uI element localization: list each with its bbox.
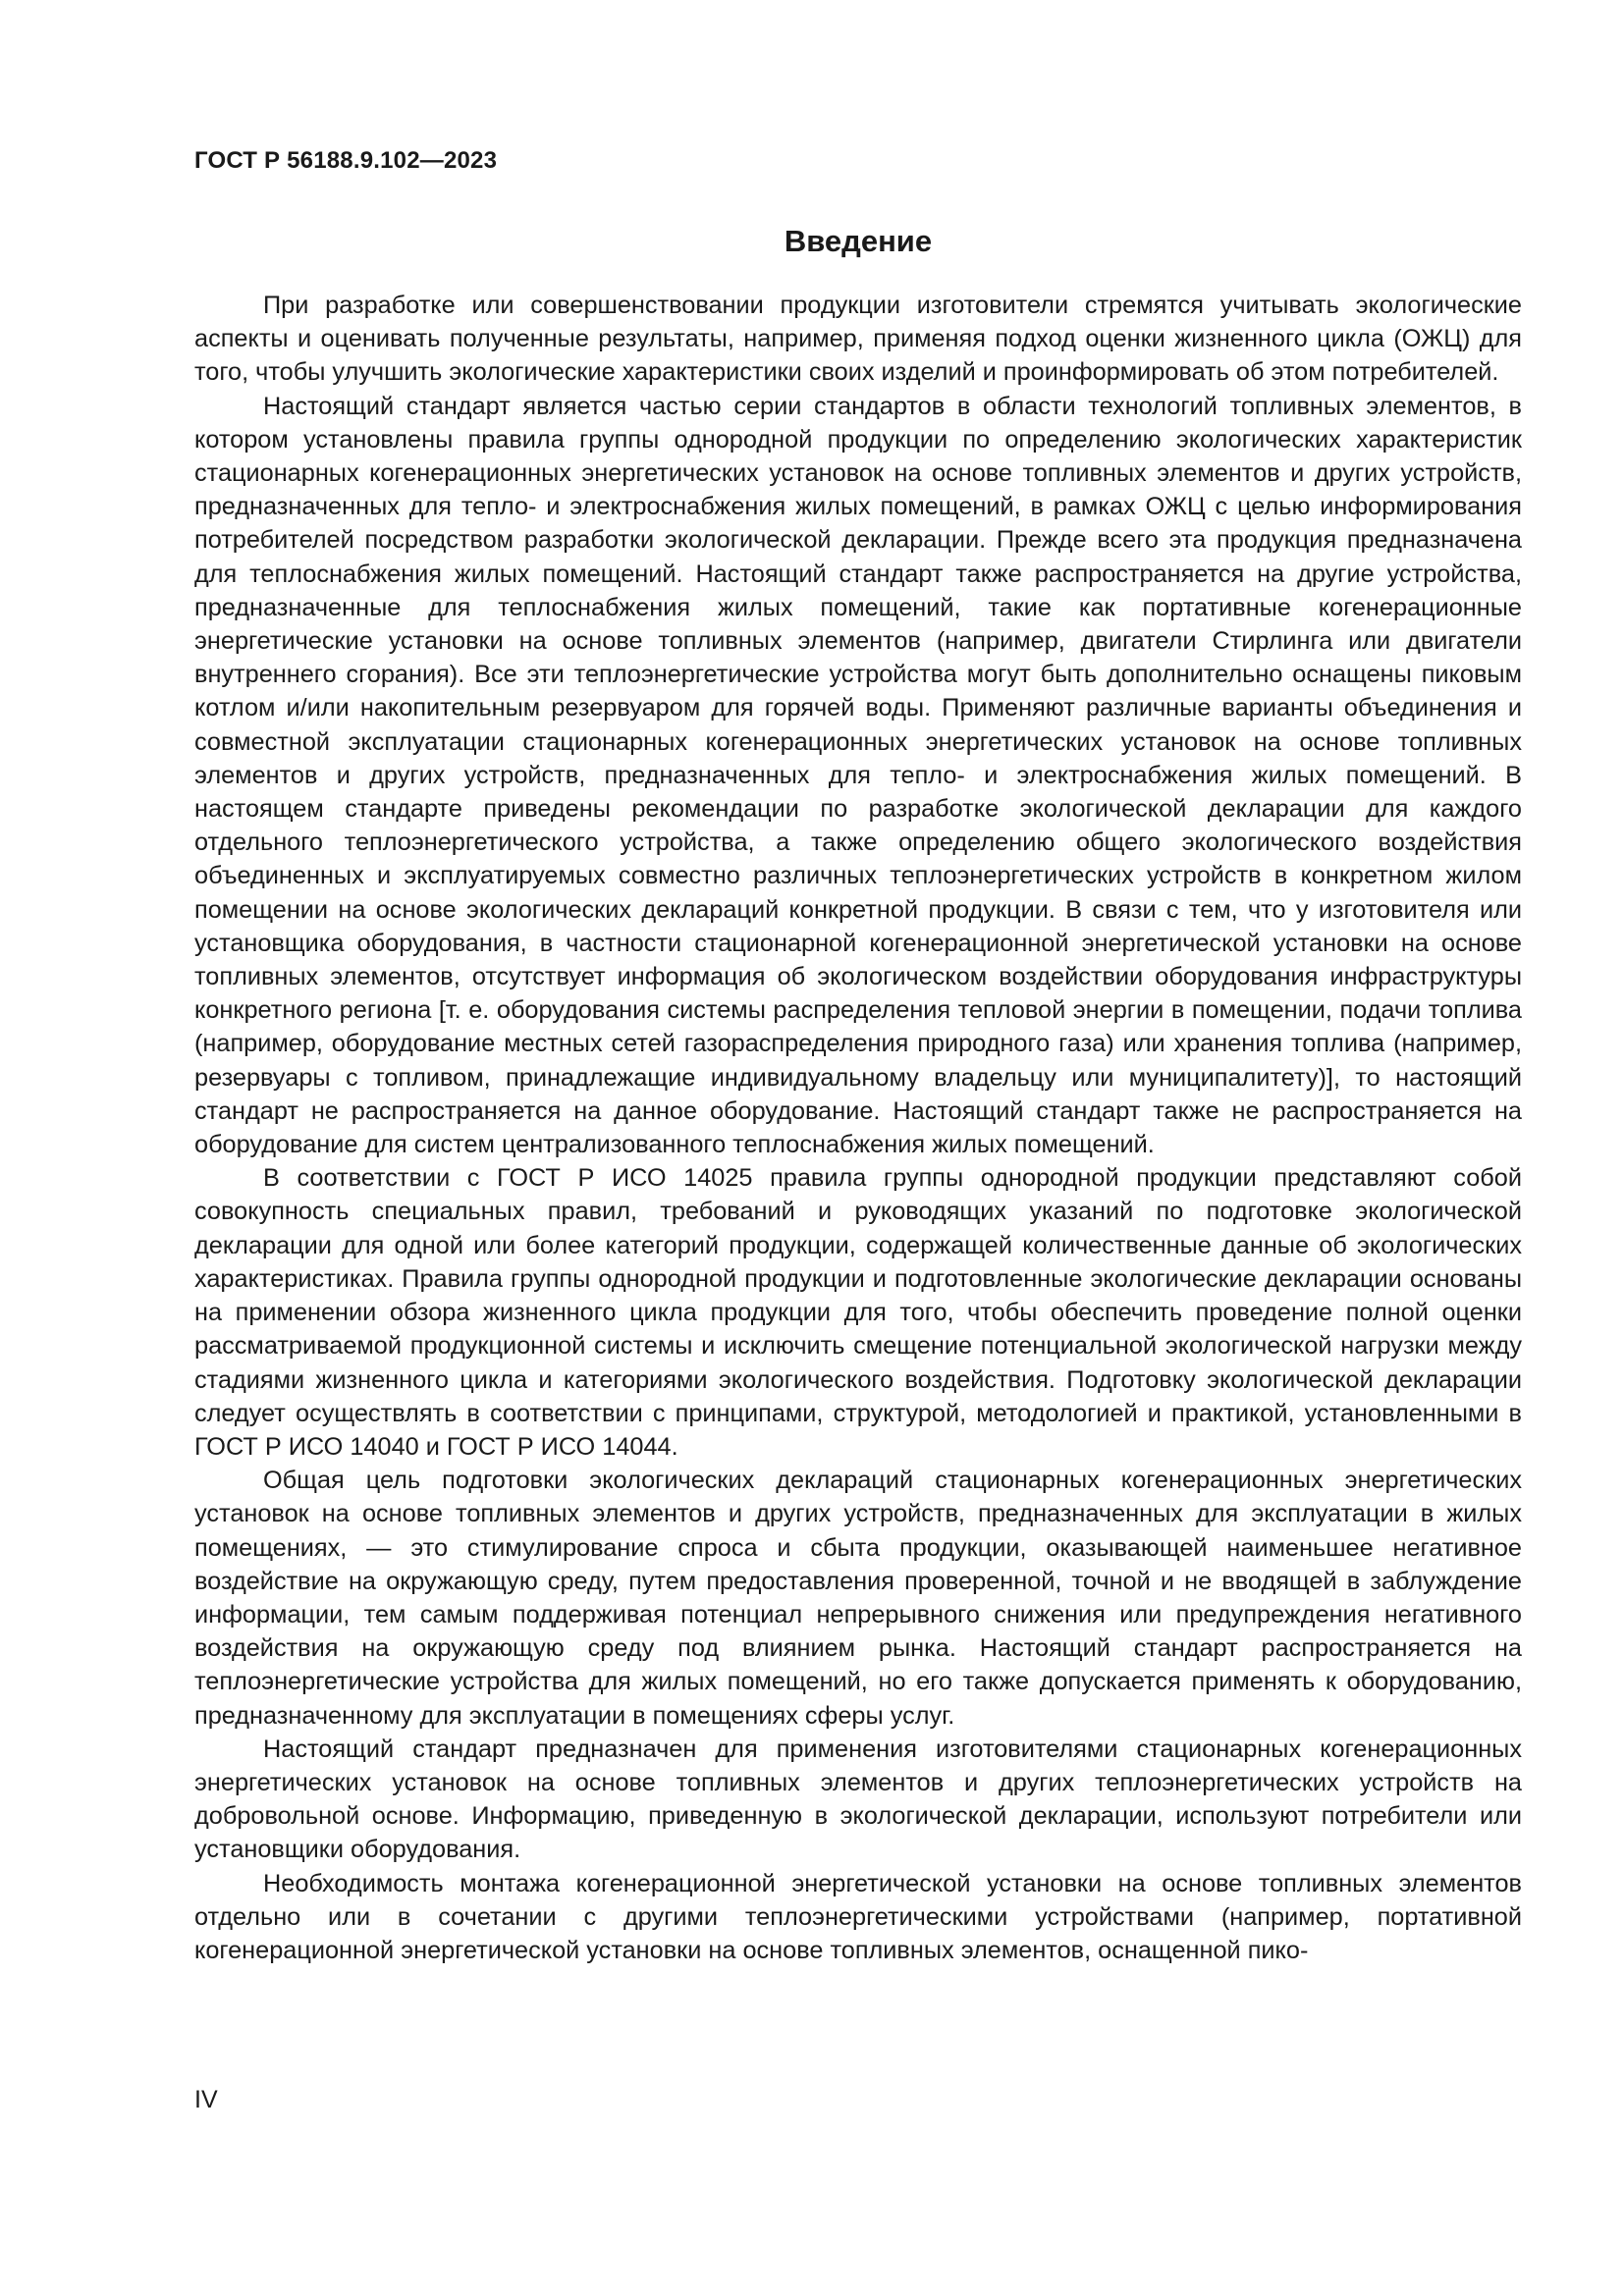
paragraph: Настоящий стандарт является частью серии стандартов в области технологий топливных элементов, в котором установлены правила группы однородной продукции по определению экологических характеристик стационарных когенерационных энергетических установок на основе топливных элементов и других устройств, предназначенных для тепло- и электроснабжения жилых помещений, в рамках ОЖЦ с целью информирования потребителей посредством разработки экологической декларации. Прежде всего эта продукция предназначена для теплоснабжения жилых помещений. Настоящий стандарт также распространяется на другие устройства, предназначенные для теплоснабжения жилых помещений, такие как портативные когенерационные энергетические установки на основе топливных элементов (например, двигатели Стирлинга или двигатели внутреннего сгорания). Все эти теплоэнергетические устройства могут быть дополнительно оснащены пиковым котлом и/или накопительным резервуаром для горячей воды. Применяют различные варианты объединения и совместной эксплуатации стационарных когенерационных энергетических установок на основе топливных элементов и других устройств, предназначенных для тепло- и электроснабжения жилых помещений. В настоящем стандарте приведены рекомендации по разработке экологической декларации для каждого отдельного теплоэнергетического устройства, а также определению общего экологического воздействия объединенных и эксплуатируемых совместно различных теплоэнергетических устройств в конкретном жилом помещении на основе экологических деклараций конкретной продукции. В связи с тем, что у изготовителя или установщика оборудования, в частности стационарной когенерационной энергетической установки на основе топливных элементов, отсутствует информация об экологическом воздействии оборудования инфраструктуры конкретного региона [т. е. оборудования системы распределения тепловой энергии в помещении, подачи топлива (например, оборудование местных сетей газораспределения природного газа) или хранения топлива (например, резервуары с топливом, принадлежащие индивидуальному владельцу или муниципалитету)], то настоящий стандарт не распространяется на данное оборудование. Настоящий стандарт также не распространяется на оборудование для систем централизованного теплоснабжения жилых помещений.	[194, 392, 1522, 1159]
paragraph: Настоящий стандарт предназначен для применения изготовителями стационарных когенерационных энергетических установок на основе топливных элементов и других теплоэнергетических устройств на добровольной основе. Информацию, приведенную в экологической декларации, используют потребители или установщики оборудования.	[194, 1735, 1522, 1864]
page-number: IV	[194, 2086, 218, 2113]
body-text	[194, 289, 1522, 1967]
section-title: Введение	[784, 224, 933, 258]
paragraph: При разработке или совершенствовании продукции изготовители стремятся учитывать экологические аспекты и оценивать полученные результаты, например, применяя подход оценки жизненного цикла (ОЖЦ) для того, чтобы улучшить экологические характеристики своих изделий и проинформировать об этом потребителей.	[194, 292, 1522, 387]
paragraph: Необходимость монтажа когенерационной энергетической установки на основе топливных элементов отдельно или в сочетании с другими теплоэнергетическими устройствами (например, портативной когенерационной энергетической установки на основе топливных элементов, оснащенной пико-	[194, 1869, 1522, 1964]
paragraph: Общая цель подготовки экологических деклараций стационарных когенерационных энергетических установок на основе топливных элементов и других устройств, предназначенных для эксплуатации в жилых помещениях, — это стимулирование спроса и сбыта продукции, оказывающей наименьшее негативное воздействие на окружающую среду, путем предоставления проверенной, точной и не вводящей в заблуждение информации, тем самым поддерживая потенциал непрерывного снижения или предупреждения негативного воздействия на окружающую среду под влиянием рынка. Настоящий стандарт распространяется на теплоэнергетические устройства для жилых помещений, но его также допускается применять к оборудованию, предназначенному для эксплуатации в помещениях сферы услуг.	[194, 1467, 1522, 1730]
document-code-header: ГОСТ Р 56188.9.102—2023	[194, 147, 498, 174]
paragraph: В соответствии с ГОСТ Р ИСО 14025 правила группы однородной продукции представляют собой совокупность специальных правил, требований и руководящих указаний по подготовке экологической декларации для одной или более категорий продукции, содержащей количественные данные об экологических характеристиках. Правила группы однородной продукции и подготовленные экологические декларации основаны на применении обзора жизненного цикла продукции для того, чтобы обеспечить проведение полной оценки рассматриваемой продукционной системы и исключить смещение потенциальной экологической нагрузки между стадиями жизненного цикла и категориями экологического воздействия. Подготовку экологической декларации следует осуществлять в соответствии с принципами, структурой, методологией и практикой, установленными в ГОСТ Р ИСО 14040 и ГОСТ Р ИСО 14044.	[194, 1164, 1522, 1461]
